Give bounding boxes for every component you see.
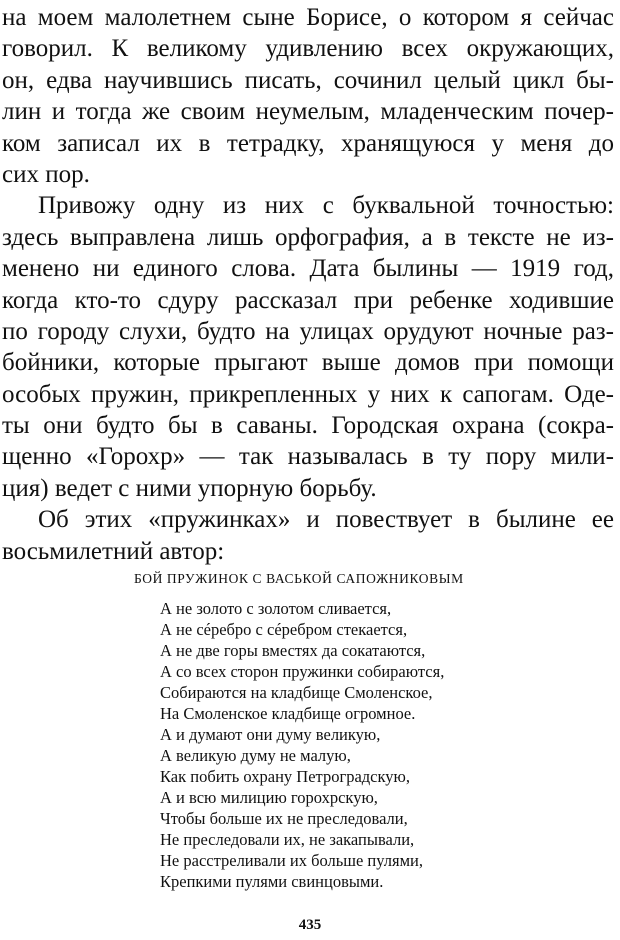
verse-line: А и думают они думу великую, — [160, 725, 381, 744]
text-line: когда кто-то сдуру рассказал при ребенке ходившие — [2, 286, 614, 314]
text-line: по городу слухи, будто на улицах орудуют ночные раз- — [2, 317, 614, 345]
text-line: на моем малолетнем сыне Борисе, о котором я сейчас — [2, 4, 614, 31]
verse-line: А не золото с золотом сливается, — [160, 599, 392, 618]
verse-line: Собираются на кладбище Смоленское, — [160, 683, 433, 702]
verse-line: Как побить охрану Петроградскую, — [160, 767, 410, 786]
text-line: Об этих «пружинках» и повествует в былине ее — [38, 506, 614, 534]
verse-line: Не расстреливали их больше пулями, — [160, 851, 423, 870]
page-number: 435 — [298, 917, 322, 933]
text-line: бойники, которые прыгают выше домов при помощи — [2, 349, 614, 377]
text-line: он, едва научившись писать, сочинил целый цикл бы- — [2, 66, 614, 94]
verse-line: Чтобы больше их не преследовали, — [160, 809, 408, 828]
text-line: менено ни единого слова. Дата былины — 1919 год, — [2, 255, 614, 283]
verse-line: Не преследовали их, не закапывали, — [160, 830, 415, 849]
verse-line: Крепкими пулями свинцовыми. — [160, 872, 384, 891]
verse-line: А со всех сторон пружинки собираются, — [160, 662, 445, 681]
verse-line: А не сéребро с сéребром стекается, — [160, 620, 408, 639]
text-line: ты они будто бы в саваны. Городская охрана (сокра- — [2, 412, 614, 440]
text-line: сих пор. — [2, 160, 90, 188]
text-line: лин и тогда же своим неумелым, младенческим почер- — [2, 98, 614, 126]
text-line: ком записал их в тетрадку, хранящуюся у меня до — [2, 129, 614, 157]
text-line: говорил. К великому удивлению всех окружающих, — [2, 35, 614, 63]
verse-line: А великую думу не малую, — [160, 746, 351, 765]
verse-line: А не две горы вместях да сокатаются, — [160, 641, 426, 660]
poem-verse — [160, 598, 560, 892]
poem-title: БОЙ ПРУЖИНОК С ВАСЬКОЙ САПОЖНИКОВЫМ — [134, 571, 464, 586]
text-line: щенно «Горохр» — так называлась в ту пору мили- — [2, 443, 614, 471]
text-line: восьмилетний автор: — [2, 537, 225, 565]
verse-line: А и всю милицию горохрскую, — [160, 788, 378, 807]
text-line: Привожу одну из них с буквальной точностью: — [38, 192, 614, 220]
prose-text — [2, 2, 614, 567]
verse-line: На Смоленское кладбище огромное. — [160, 704, 416, 723]
text-line: особых пружин, прикрепленных у них к сапогам. Оде- — [2, 380, 614, 408]
text-line: здесь выправлена лишь орфография, а в тексте не из- — [2, 223, 614, 251]
text-line: ция) ведет с ними упорную борьбу. — [2, 474, 377, 502]
